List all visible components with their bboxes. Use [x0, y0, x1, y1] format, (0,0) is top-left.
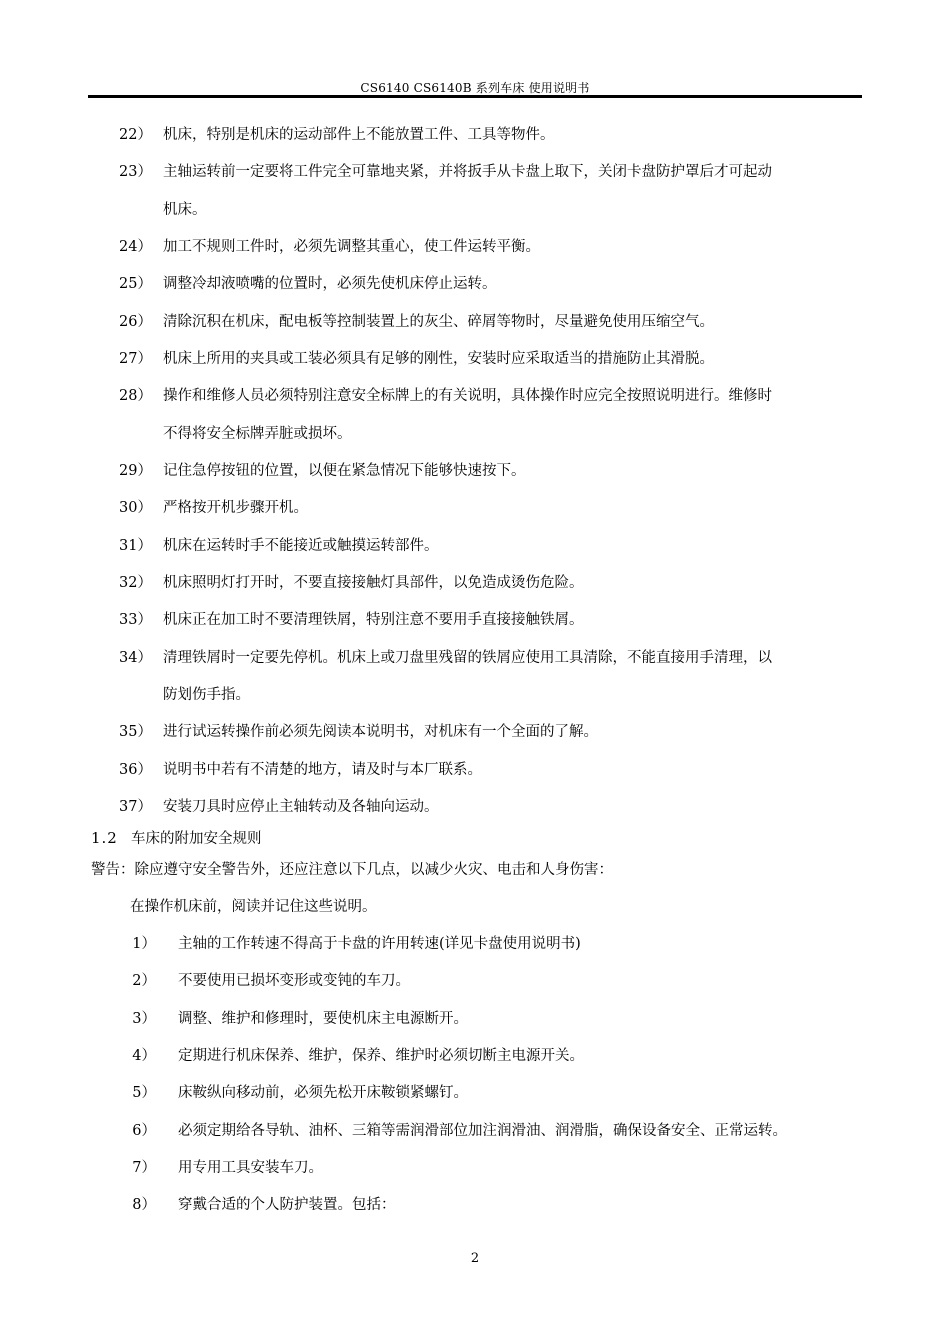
list-item-text: 操作和维修人员必须特别注意安全标牌上的有关说明，具体操作时应完全按照说明进行。维修时: [163, 388, 772, 404]
list-item-number: 37）: [119, 799, 152, 815]
list-item-number: 8）: [132, 1197, 156, 1213]
list-item-text-continued: 机床。: [163, 202, 207, 218]
list-item-text: 床鞍纵向移动前，必须先松开床鞍锁紧螺钉。: [178, 1085, 468, 1101]
list-item-number: 22）: [119, 127, 152, 143]
list-item-text: 清除沉积在机床，配电板等控制装置上的灰尘、碎屑等物时，尽量避免使用压缩空气。: [163, 314, 714, 330]
section-title: 车床的附加安全规则: [131, 831, 262, 847]
list-item-text-continued: 防划伤手指。: [163, 687, 250, 703]
list-item-number: 28）: [119, 388, 152, 404]
list-item-number: 26）: [119, 314, 152, 330]
warning-text: 警告：除应遵守安全警告外，还应注意以下几点，以减少火灾、电击和人身伤害：: [91, 862, 613, 878]
intro-text: 在操作机床前，阅读并记住这些说明。: [130, 899, 377, 915]
list-item-text-continued: 不得将安全标牌弄脏或损坏。: [163, 426, 352, 442]
list-item-number: 33）: [119, 612, 152, 628]
list-item-text: 记住急停按钮的位置，以便在紧急情况下能够快速按下。: [163, 463, 526, 479]
list-item-number: 34）: [119, 650, 152, 666]
list-item-number: 23）: [119, 164, 152, 180]
list-item-text: 定期进行机床保养、维护，保养、维护时必须切断主电源开关。: [178, 1048, 584, 1064]
list-item-text: 调整、维护和修理时，要使机床主电源断开。: [178, 1011, 468, 1027]
list-item-text: 主轴的工作转速不得高于卡盘的许用转速(详见卡盘使用说明书): [178, 936, 581, 952]
list-item-text: 加工不规则工件时，必须先调整其重心，使工件运转平衡。: [163, 239, 540, 255]
list-item-number: 36）: [119, 762, 152, 778]
list-item-text: 说明书中若有不清楚的地方，请及时与本厂联系。: [163, 762, 482, 778]
list-item-text: 机床在运转时手不能接近或触摸运转部件。: [163, 538, 439, 554]
list-item-text: 机床，特别是机床的运动部件上不能放置工件、工具等物件。: [163, 127, 555, 143]
list-item-text: 机床上所用的夹具或工装必须具有足够的刚性，安装时应采取适当的措施防止其滑脱。: [163, 351, 714, 367]
list-item-text: 机床照明灯打开时，不要直接接触灯具部件，以免造成烫伤危险。: [163, 575, 584, 591]
list-item-text: 主轴运转前一定要将工件完全可靠地夹紧，并将扳手从卡盘上取下，关闭卡盘防护罩后才可起动: [163, 164, 772, 180]
list-item-number: 5）: [132, 1085, 156, 1101]
list-item-text: 穿戴合适的个人防护装置。包括：: [178, 1197, 396, 1213]
list-item-number: 31）: [119, 538, 152, 554]
list-item-number: 35）: [119, 724, 152, 740]
header-rule: [88, 95, 862, 98]
list-item-text: 安装刀具时应停止主轴转动及各轴向运动。: [163, 799, 439, 815]
list-item-text: 严格按开机步骤开机。: [163, 500, 308, 516]
list-item-number: 30）: [119, 500, 152, 516]
list-item-text: 调整冷却液喷嘴的位置时，必须先使机床停止运转。: [163, 276, 497, 292]
list-item-number: 2）: [132, 973, 156, 989]
list-item-number: 3）: [132, 1011, 156, 1027]
list-item-number: 4）: [132, 1048, 156, 1064]
list-item-text: 用专用工具安装车刀。: [178, 1160, 323, 1176]
list-item-text: 不要使用已损坏变形或变钝的车刀。: [178, 973, 410, 989]
list-item-text: 机床正在加工时不要清理铁屑，特别注意不要用手直接接触铁屑。: [163, 612, 584, 628]
header-title: CS6140 CS6140B 系列车床 使用说明书: [360, 81, 590, 95]
list-item-number: 25）: [119, 276, 152, 292]
section-heading: [91, 828, 262, 849]
list-item-number: 24）: [119, 239, 152, 255]
list-item-number: 7）: [132, 1160, 156, 1176]
section-number: 1.2: [91, 829, 118, 847]
list-item-text: 清理铁屑时一定要先停机。机床上或刀盘里残留的铁屑应使用工具清除，不能直接用手清理，以: [163, 650, 772, 666]
list-item-number: 1）: [132, 936, 156, 952]
list-item-text: 进行试运转操作前必须先阅读本说明书，对机床有一个全面的了解。: [163, 724, 598, 740]
list-item-text: 必须定期给各导轨、油杯、三箱等需润滑部位加注润滑油、润滑脂，确保设备安全、正常运转。: [178, 1123, 787, 1139]
list-item-number: 6）: [132, 1123, 156, 1139]
list-item-number: 32）: [119, 575, 152, 591]
list-item-number: 27）: [119, 351, 152, 367]
page-number: 2: [470, 1251, 480, 1266]
list-item-number: 29）: [119, 463, 152, 479]
